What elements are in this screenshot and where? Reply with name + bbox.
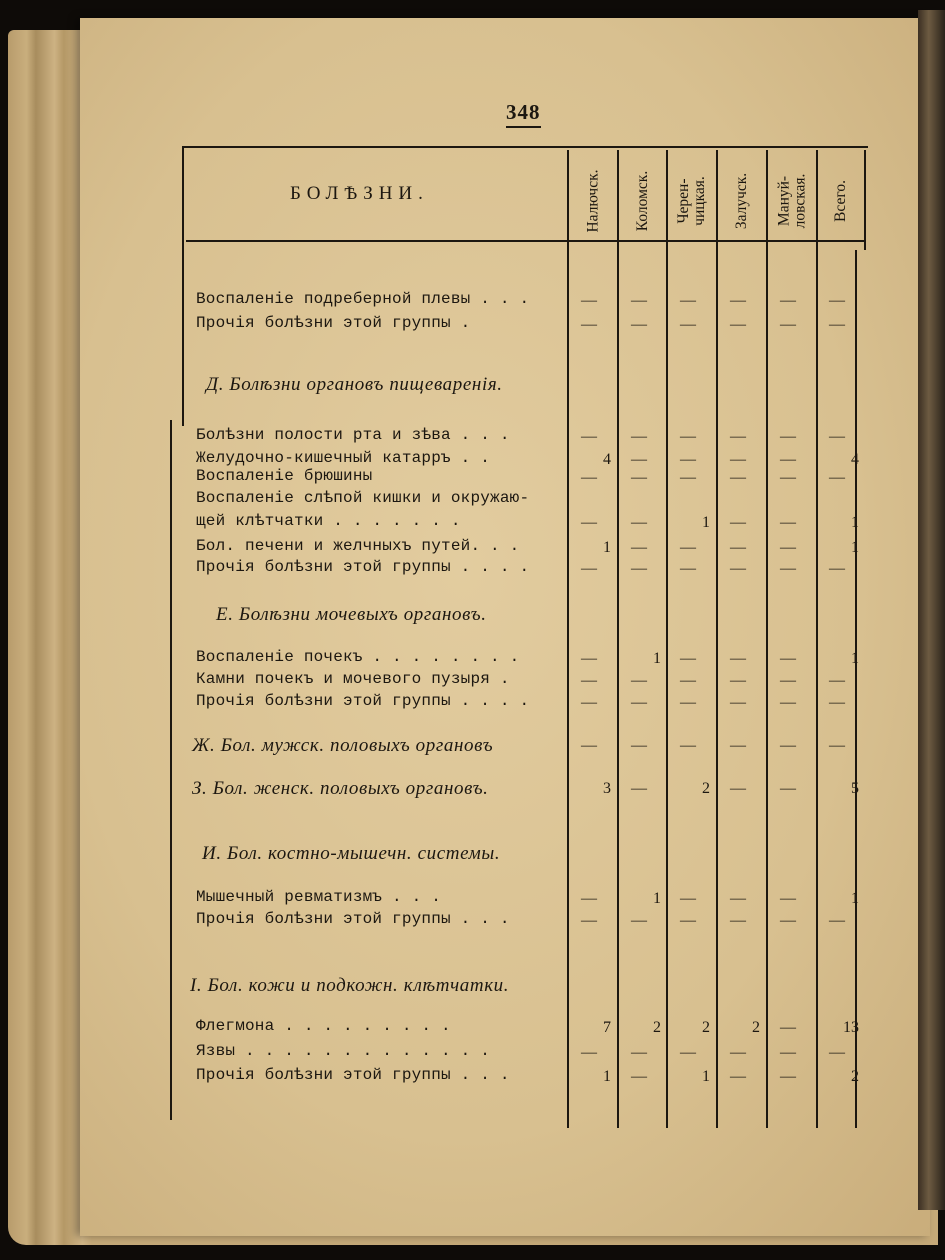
row-label: Прочія болѣзни этой группы . xyxy=(196,314,471,332)
table-cell-cherenchitskaya: — xyxy=(680,428,696,445)
table-cell-nalyuchsk: — xyxy=(581,912,597,929)
row-label: щей клѣтчатки . . . . . . . xyxy=(196,512,461,530)
section-heading: Д. Болѣзни органовъ пищеваренія. xyxy=(206,374,503,395)
table-cell-nalyuchsk: 1 xyxy=(603,539,611,556)
table-cell-vsego: — xyxy=(829,737,845,754)
table-cell-manuilovskaya: — xyxy=(780,737,796,754)
row-label: Прочія болѣзни этой группы . . . . xyxy=(196,558,530,576)
page-number: 348 xyxy=(506,100,541,128)
table-cell-nalyuchsk: — xyxy=(581,672,597,689)
table-cell-vsego: 1 xyxy=(851,650,859,667)
table-cell-nalyuchsk: — xyxy=(581,650,597,667)
table-cell-kolomsk: — xyxy=(631,539,647,556)
table-cell-saluchsk: — xyxy=(730,428,746,445)
table-cell-kolomsk: — xyxy=(631,780,647,797)
table-cell-nalyuchsk: 4 xyxy=(603,451,611,468)
table-cell-cherenchitskaya: 1 xyxy=(702,514,710,531)
row-label: Прочія болѣзни этой группы . . . xyxy=(196,910,510,928)
table-cell-manuilovskaya: — xyxy=(780,539,796,556)
table-cell-manuilovskaya: — xyxy=(780,912,796,929)
table-cell-cherenchitskaya: — xyxy=(680,694,696,711)
row-label: Камни почекъ и мочевого пузыря . xyxy=(196,670,510,688)
table-cell-kolomsk: — xyxy=(631,514,647,531)
column-header-cherenchitskaya xyxy=(668,160,716,242)
table-cell-cherenchitskaya: — xyxy=(680,890,696,907)
row-label: Болѣзни полости рта и зѣва . . . xyxy=(196,426,510,444)
table-cell-manuilovskaya: — xyxy=(780,890,796,907)
table-cell-nalyuchsk: — xyxy=(581,694,597,711)
table-cell-kolomsk: 1 xyxy=(653,890,661,907)
table-cell-saluchsk: — xyxy=(730,1044,746,1061)
table-cell-nalyuchsk: — xyxy=(581,737,597,754)
column-header-label: Черен- чицкая. xyxy=(675,176,709,226)
row-label: Воспаленіе почекъ . . . . . . . . xyxy=(196,648,520,666)
table-cell-nalyuchsk: 3 xyxy=(603,780,611,797)
row-label: Желудочно-кишечный катарръ . . xyxy=(196,449,491,467)
column-header-nalyuchsk xyxy=(569,160,617,242)
table-left-rule xyxy=(182,146,184,426)
table-cell-nalyuchsk: 1 xyxy=(603,1068,611,1085)
table-cell-saluchsk: — xyxy=(730,451,746,468)
table-cell-cherenchitskaya: — xyxy=(680,560,696,577)
table-cell-vsego: — xyxy=(829,428,845,445)
table-cell-saluchsk: — xyxy=(730,1068,746,1085)
table-cell-nalyuchsk: — xyxy=(581,890,597,907)
table-cell-cherenchitskaya: 2 xyxy=(702,1019,710,1036)
table-cell-kolomsk: — xyxy=(631,672,647,689)
table-cell-cherenchitskaya: — xyxy=(680,737,696,754)
table-cell-manuilovskaya: — xyxy=(780,694,796,711)
table-cell-saluchsk: — xyxy=(730,672,746,689)
table-cell-cherenchitskaya: — xyxy=(680,316,696,333)
table-cell-vsego: 13 xyxy=(843,1019,859,1036)
table-cell-cherenchitskaya: — xyxy=(680,451,696,468)
table-cell-vsego: — xyxy=(829,1044,845,1061)
table-cell-cherenchitskaya: 2 xyxy=(702,780,710,797)
table-cell-nalyuchsk: — xyxy=(581,514,597,531)
column-header-label: Мануй- ловская. xyxy=(775,173,808,229)
row-label: Прочія болѣзни этой группы . . . . xyxy=(196,692,530,710)
table-cell-kolomsk: — xyxy=(631,1044,647,1061)
table-cell-vsego: — xyxy=(829,469,845,486)
row-label: Флегмона . . . . . . . . . xyxy=(196,1017,451,1035)
table-cell-cherenchitskaya: — xyxy=(680,912,696,929)
table-cell-nalyuchsk: — xyxy=(581,316,597,333)
table-cell-vsego: — xyxy=(829,560,845,577)
row-label: Бол. печени и желчныхъ путей. . . xyxy=(196,537,520,555)
table-cell-nalyuchsk: — xyxy=(581,292,597,309)
table-cell-saluchsk: — xyxy=(730,737,746,754)
table-cell-manuilovskaya: — xyxy=(780,1044,796,1061)
table-cell-kolomsk: — xyxy=(631,694,647,711)
table-cell-kolomsk: 2 xyxy=(653,1019,661,1036)
table-cell-manuilovskaya: — xyxy=(780,292,796,309)
table-cell-manuilovskaya: — xyxy=(780,428,796,445)
table-cell-cherenchitskaya: — xyxy=(680,539,696,556)
table-top-rule xyxy=(182,146,868,148)
facing-page-edge xyxy=(918,10,945,1210)
table-cell-saluchsk: — xyxy=(730,514,746,531)
table-cell-nalyuchsk: — xyxy=(581,560,597,577)
table-cell-nalyuchsk: — xyxy=(581,428,597,445)
section-heading: І. Бол. кожи и подкожн. клѣтчатки. xyxy=(190,975,510,996)
table-cell-manuilovskaya: — xyxy=(780,560,796,577)
table-cell-nalyuchsk: — xyxy=(581,1044,597,1061)
table-cell-vsego: 4 xyxy=(851,451,859,468)
table-cell-saluchsk: — xyxy=(730,780,746,797)
column-header-label: Всего. xyxy=(831,180,849,222)
table-cell-manuilovskaya: — xyxy=(780,1019,796,1036)
column-header-saluchsk xyxy=(718,160,766,242)
table-cell-vsego: 2 xyxy=(851,1068,859,1085)
table-cell-vsego: — xyxy=(829,912,845,929)
table-cell-kolomsk: — xyxy=(631,912,647,929)
header-title: БОЛѢЗНИ. xyxy=(290,183,429,204)
table-cell-saluchsk: — xyxy=(730,469,746,486)
column-header-label: Коломск. xyxy=(634,170,651,232)
table-cell-saluchsk: 2 xyxy=(752,1019,760,1036)
section-heading: Ж. Бол. мужск. половыхъ органовъ xyxy=(192,735,494,756)
row-label: Прочія болѣзни этой группы . . . xyxy=(196,1066,510,1084)
table-cell-manuilovskaya: — xyxy=(780,650,796,667)
table-cell-kolomsk: — xyxy=(631,469,647,486)
table-cell-saluchsk: — xyxy=(730,316,746,333)
table-cell-cherenchitskaya: — xyxy=(680,469,696,486)
section-heading: И. Бол. костно-мышечн. системы. xyxy=(202,843,501,864)
section-heading: Е. Болѣзни мочевыхъ органовъ. xyxy=(216,604,487,625)
table-cell-kolomsk: — xyxy=(631,737,647,754)
table-cell-manuilovskaya: — xyxy=(780,1068,796,1085)
column-header-label: Налючск. xyxy=(584,169,602,233)
table-cell-vsego: 1 xyxy=(851,514,859,531)
table-cell-kolomsk: 1 xyxy=(653,650,661,667)
column-header-manuilovskaya xyxy=(768,160,816,242)
table-cell-cherenchitskaya: — xyxy=(680,1044,696,1061)
table-left-rule-lower xyxy=(170,420,172,1120)
table-cell-manuilovskaya: — xyxy=(780,451,796,468)
table-cell-manuilovskaya: — xyxy=(780,672,796,689)
column-header-label: Залучск. xyxy=(733,172,751,230)
table-cell-saluchsk: — xyxy=(730,890,746,907)
table-cell-kolomsk: — xyxy=(631,1068,647,1085)
table-cell-vsego: 1 xyxy=(851,890,859,907)
table-cell-nalyuchsk: 7 xyxy=(603,1019,611,1036)
table-cell-manuilovskaya: — xyxy=(780,514,796,531)
table-cell-vsego: 5 xyxy=(851,780,859,797)
row-label: Воспаленіе брюшины xyxy=(196,467,373,485)
row-label: Воспаленіе слѣпой кишки и окружаю- xyxy=(196,489,530,507)
table-cell-kolomsk: — xyxy=(631,316,647,333)
table-cell-kolomsk: — xyxy=(631,428,647,445)
table-cell-vsego: 1 xyxy=(851,539,859,556)
row-label: Язвы . . . . . . . . . . . . . xyxy=(196,1042,491,1060)
table-cell-saluchsk: — xyxy=(730,292,746,309)
table-cell-saluchsk: — xyxy=(730,539,746,556)
table-cell-saluchsk: — xyxy=(730,694,746,711)
column-header-vsego xyxy=(817,160,865,242)
section-heading: З. Бол. женск. половыхъ органовъ. xyxy=(192,778,489,799)
table-cell-cherenchitskaya: — xyxy=(680,292,696,309)
table-cell-vsego: — xyxy=(829,672,845,689)
table-cell-manuilovskaya: — xyxy=(780,780,796,797)
table-cell-kolomsk: — xyxy=(631,560,647,577)
table-cell-manuilovskaya: — xyxy=(780,316,796,333)
table-cell-cherenchitskaya: — xyxy=(680,672,696,689)
row-label: Воспаленіе подреберной плевы . . . xyxy=(196,290,530,308)
table-cell-kolomsk: — xyxy=(631,292,647,309)
row-label: Мышечный ревматизмъ . . . xyxy=(196,888,442,906)
table-cell-saluchsk: — xyxy=(730,650,746,667)
table-cell-vsego: — xyxy=(829,694,845,711)
table-cell-vsego: — xyxy=(829,316,845,333)
table-cell-saluchsk: — xyxy=(730,912,746,929)
table-cell-nalyuchsk: — xyxy=(581,469,597,486)
table-cell-manuilovskaya: — xyxy=(780,469,796,486)
table-cell-cherenchitskaya: 1 xyxy=(702,1068,710,1085)
table-cell-cherenchitskaya: — xyxy=(680,650,696,667)
table-cell-saluchsk: — xyxy=(730,560,746,577)
table-cell-kolomsk: — xyxy=(631,451,647,468)
table-cell-vsego: — xyxy=(829,292,845,309)
column-header-kolomsk xyxy=(619,160,667,242)
